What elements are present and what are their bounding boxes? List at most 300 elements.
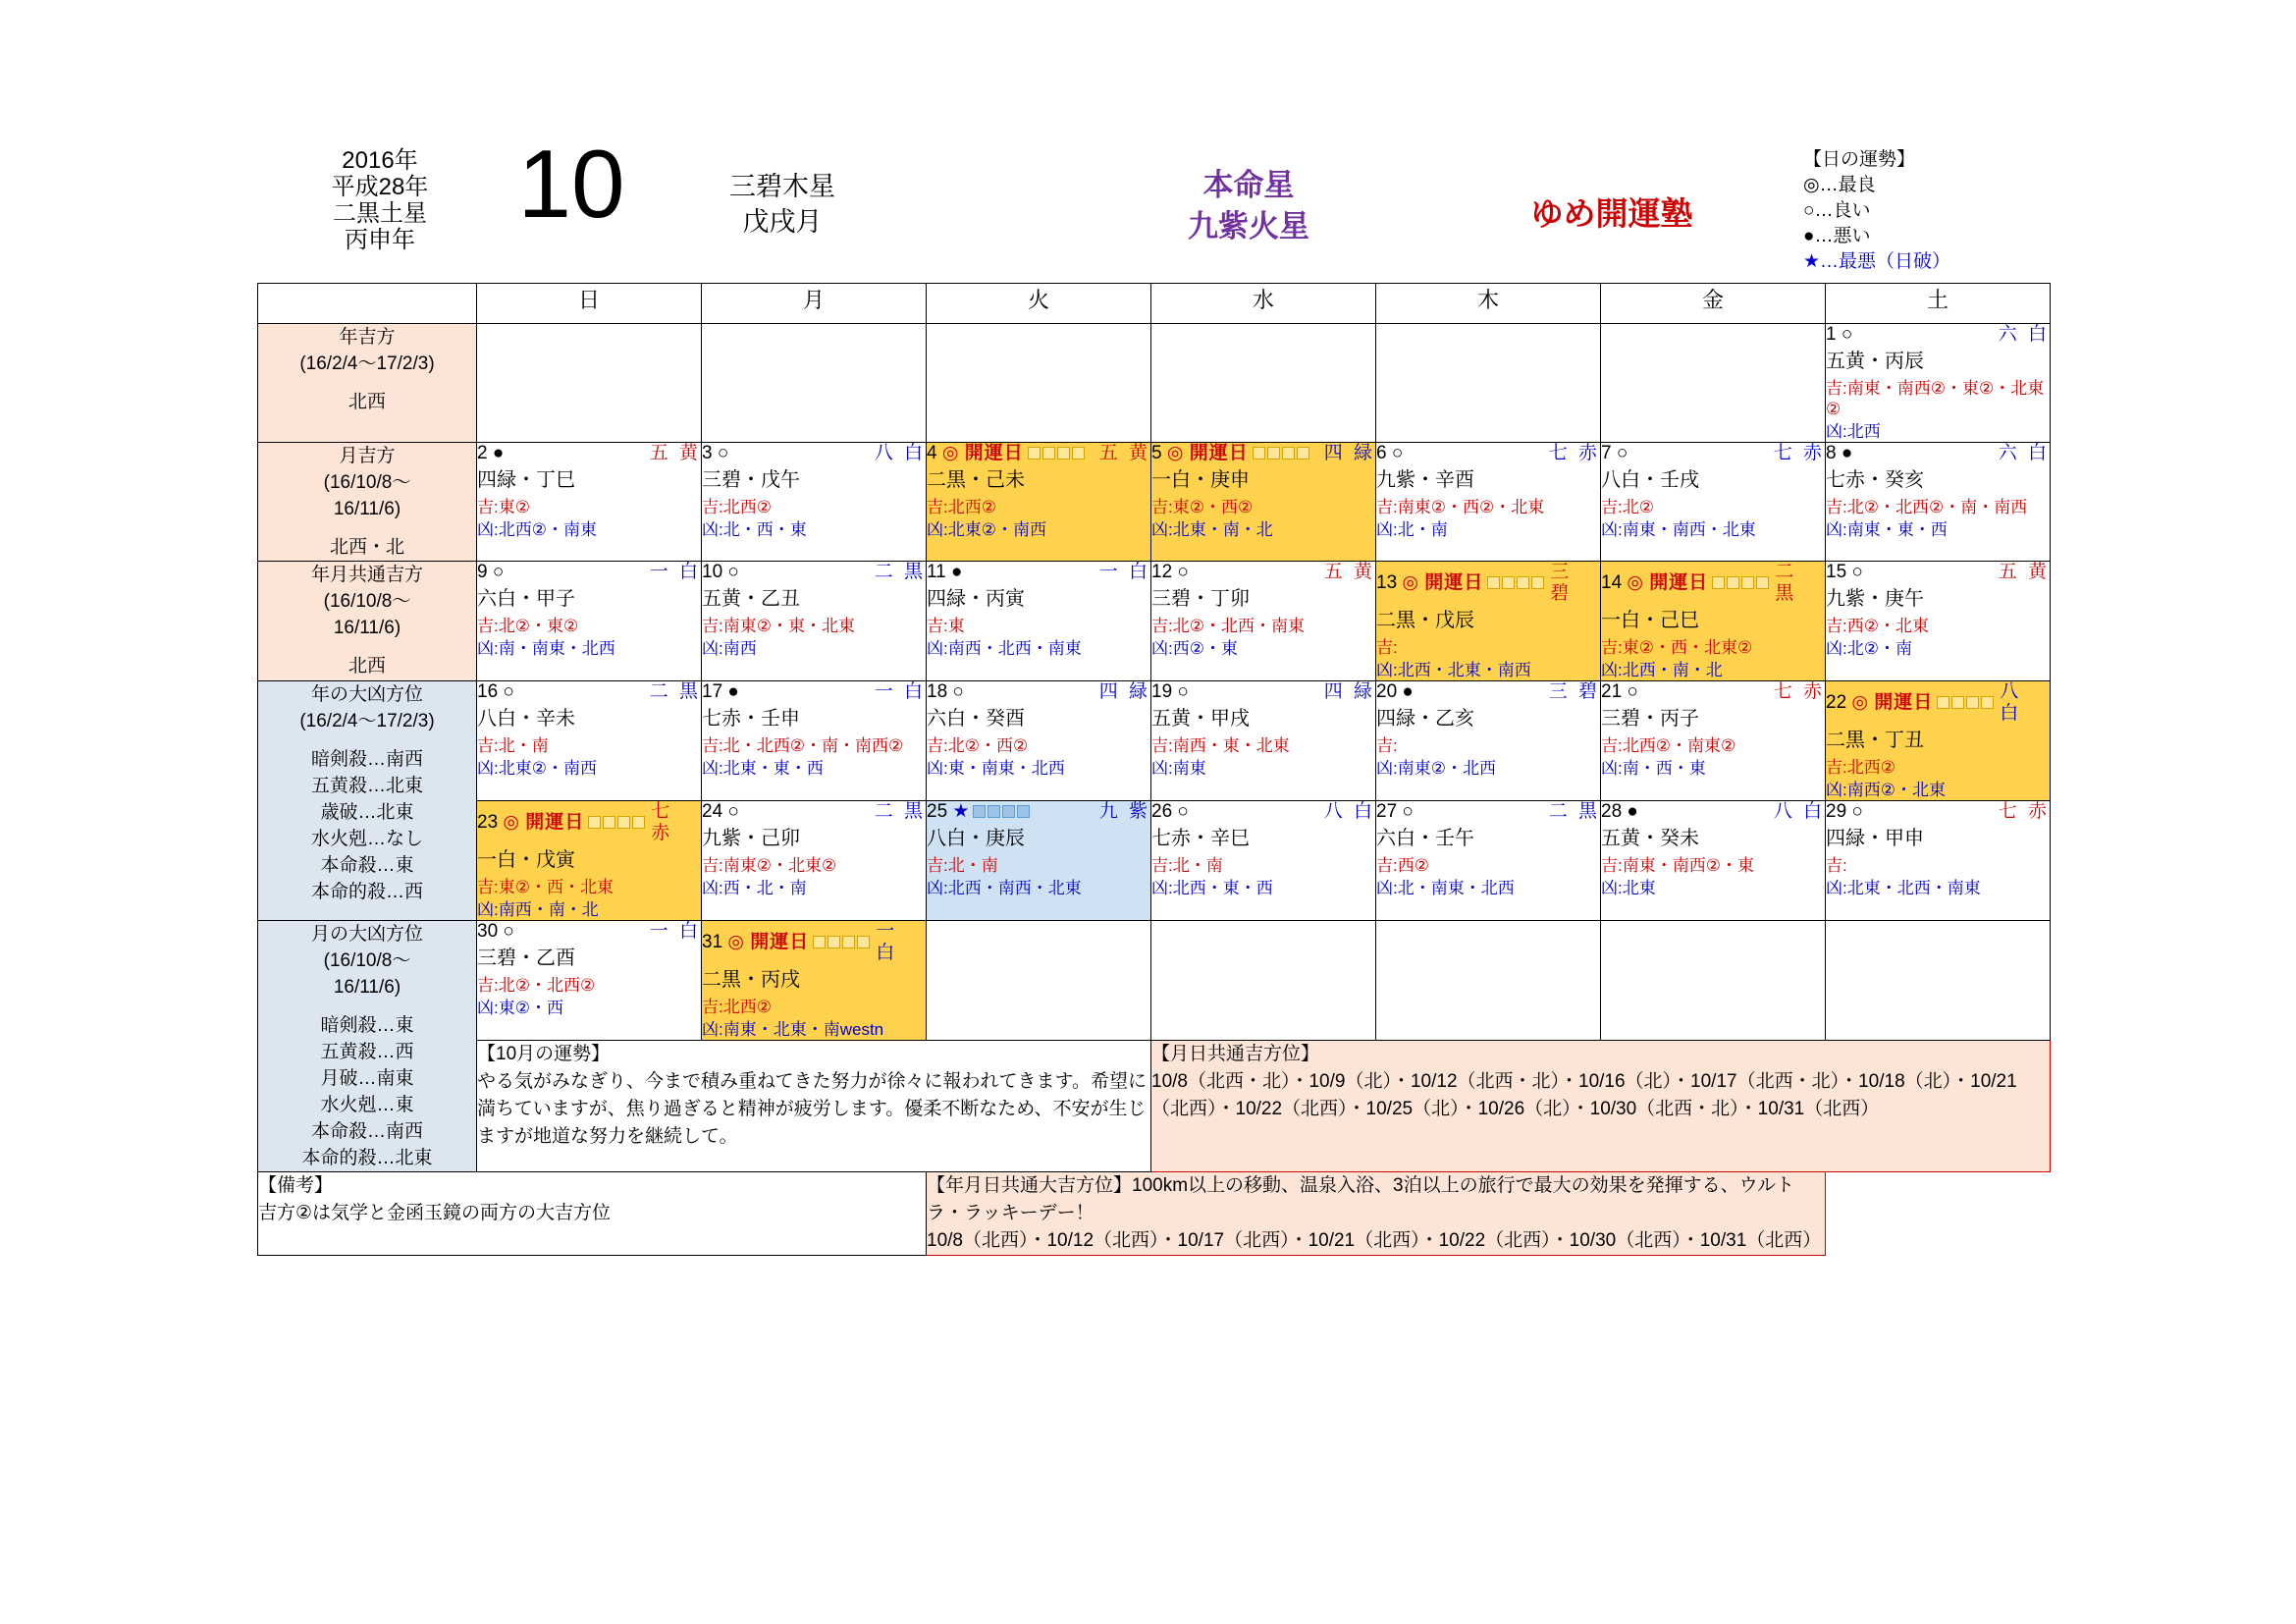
day-cell-5: [1151, 443, 1376, 562]
nine-star: 三 碧: [1548, 681, 1600, 702]
day-cell-28: [1601, 801, 1826, 921]
day-header: [1151, 562, 1375, 583]
day-cell-3: [702, 443, 927, 562]
nine-star: 八 白: [874, 443, 926, 463]
lucky-directions: 吉:西②・北東: [1826, 617, 1929, 635]
eto-text: 五黄・甲戌: [1151, 708, 1250, 730]
day-mark: ○: [1851, 562, 1863, 582]
side-line: 暗剣殺…南西: [310, 749, 423, 770]
side-line: 16/11/6): [333, 499, 401, 519]
nine-star: 七 赤: [651, 801, 673, 843]
day-cell-25: [927, 801, 1151, 921]
nine-star: 七 赤: [1998, 801, 2050, 822]
day-cell-7: [1601, 443, 1826, 562]
lucky-directions: 吉:北②・北西②: [477, 976, 596, 995]
day-header: [1151, 681, 1375, 703]
side-line: (16/10/8〜: [323, 591, 411, 612]
day-number: 16 ○: [477, 681, 514, 702]
nine-star: 八 白: [2000, 681, 2022, 724]
legend-good: ○…良い: [1803, 200, 1871, 221]
unlucky-directions: 凶:北西・南・北: [1601, 661, 1723, 679]
unlucky-directions: 凶:南東・南西・北東: [1601, 520, 1756, 539]
day-number: 14 ◎ 開運日: [1601, 572, 1775, 594]
unlucky-directions: 凶:西②・東: [1151, 639, 1238, 658]
year-gregorian: 2016年: [342, 147, 418, 174]
decor-blocks: [1253, 443, 1311, 464]
day-number: 21 ○: [1601, 681, 1638, 702]
nine-star: 二 黒: [1775, 562, 1797, 604]
spacer: [258, 377, 476, 389]
day-number: 1 ○: [1826, 324, 1853, 345]
day-number: 17 ●: [702, 681, 739, 702]
day-cell-30: [477, 921, 702, 1041]
legend-worst: ★…最悪（日破）: [1803, 251, 1951, 272]
day-number: 24 ○: [702, 801, 739, 822]
side-line: 年月共通吉方: [310, 565, 423, 585]
nine-star: 二 黒: [649, 681, 701, 702]
day-mark: ★: [952, 801, 970, 822]
unlucky-directions: 凶:南東・東・西: [1826, 520, 1948, 539]
dow-3: 水: [1151, 284, 1376, 324]
eto-text: 五黄・癸未: [1601, 828, 1699, 849]
fortune-row: [258, 1041, 2051, 1172]
decor-blocks: [813, 932, 872, 953]
side-year-unlucky: [258, 681, 477, 921]
month-number: 10: [517, 130, 625, 238]
day-header: [702, 801, 926, 823]
eto-text: 七赤・辛巳: [1151, 828, 1250, 849]
side-line: (16/2/4〜17/2/3): [299, 353, 435, 374]
day-cell-6: [1376, 443, 1601, 562]
side-month-lucky: [258, 443, 477, 562]
unlucky-directions: 凶:北西・南西・北東: [927, 879, 1082, 897]
eto-text: 九紫・庚午: [1826, 588, 1924, 610]
lucky-directions: 吉:南東・南西②・東②・北東②: [1826, 379, 2045, 418]
day-mark: ○: [1177, 562, 1189, 582]
empty-cell: [1151, 324, 1376, 443]
year-block: [292, 147, 468, 253]
eto-text: 七赤・壬申: [702, 708, 800, 730]
day-number: 19 ○: [1151, 681, 1189, 702]
dow-2: 火: [927, 284, 1151, 324]
day-mark: ○: [492, 562, 505, 582]
legend-bad: ●…悪い: [1803, 226, 1871, 246]
side-line: 本命的殺…西: [310, 882, 423, 902]
day-header: [1601, 443, 1825, 464]
dow-1: 月: [702, 284, 927, 324]
eto-text: 六白・壬午: [1376, 828, 1474, 849]
day-number: 4 ◎ 開運日: [927, 443, 1091, 464]
unlucky-directions: 凶:南・南東・北西: [477, 639, 615, 658]
day-cell-8: [1826, 443, 2051, 562]
lucky-day-label: 開運日: [958, 443, 1024, 463]
unlucky-directions: 凶:南西・北西・南東: [927, 639, 1082, 658]
side-line: 本命殺…南西: [310, 1121, 423, 1142]
day-header: [1376, 801, 1600, 823]
unlucky-directions: 凶:西・北・南: [702, 879, 807, 897]
day-mark: ○: [952, 681, 964, 702]
day-cell-19: [1151, 681, 1376, 801]
empty-cell: [1151, 921, 1376, 1041]
lucky-directions: 吉:北西②: [702, 498, 772, 516]
side-line: (16/10/8〜: [323, 472, 411, 493]
day-number: 12 ○: [1151, 562, 1189, 582]
spacer: [258, 734, 476, 746]
nine-star: 五 黄: [1998, 562, 2050, 582]
nine-star: 四 緑: [1323, 443, 1375, 463]
day-header: [1601, 562, 1825, 605]
unlucky-directions: 凶:南・西・東: [1601, 759, 1706, 778]
day-header: [1826, 443, 2050, 464]
lucky-day-label: 開運日: [1643, 572, 1709, 593]
side-line: (16/2/4〜17/2/3): [299, 711, 435, 731]
legend-best: ◎…最良: [1803, 175, 1876, 195]
unlucky-directions: 凶:東・南東・北西: [927, 759, 1065, 778]
day-number: 28 ●: [1601, 801, 1638, 822]
nine-star: 五 黄: [1098, 443, 1150, 463]
month-star-block: [669, 169, 895, 240]
month-star: 三碧木星: [729, 172, 835, 201]
page-header: [257, 130, 2044, 285]
empty-cell: [927, 324, 1151, 443]
day-mark: ○: [727, 801, 739, 822]
day-mark: ○: [1402, 801, 1414, 822]
remark-text: 吉方②は気学と金函玉鏡の両方の大吉方位: [258, 1203, 612, 1223]
eto-text: 一白・庚申: [1151, 469, 1250, 491]
day-header: [477, 443, 701, 464]
nine-star: 六 白: [1998, 324, 2050, 345]
remark-title: 【備考】: [258, 1175, 334, 1196]
empty-cell: [927, 921, 1151, 1041]
day-header: [702, 681, 926, 703]
side-line: 16/11/6): [333, 977, 401, 998]
day-number: 15 ○: [1826, 562, 1863, 582]
day-cell-18: [927, 681, 1151, 801]
day-cell-23: [477, 801, 702, 921]
side-line: 五黄殺…北東: [310, 776, 423, 796]
unlucky-directions: 凶:北東・北西・南東: [1826, 879, 1981, 897]
eto-text: 一白・戊寅: [477, 849, 575, 871]
fortune-title: 【10月の運勢】: [477, 1044, 611, 1064]
day-number: 11 ●: [927, 562, 963, 582]
eto-text: 三碧・戊午: [702, 469, 800, 491]
unlucky-directions: 凶:北東②・南西: [477, 759, 597, 778]
unlucky-directions: 凶:北東: [1601, 879, 1656, 897]
fortune-text: やる気がみなぎり、今まで積み重ねてきた努力が徐々に報われてきます。希望に満ちていますが、焦り過ぎると精神が疲労します。優柔不断なため、不安が生じますが地道な努力を継続して。: [477, 1071, 1148, 1147]
day-cell-27: [1376, 801, 1601, 921]
nine-star: 六 白: [1998, 443, 2050, 463]
lucky-directions: 吉:北②・西②: [927, 736, 1029, 755]
day-header: [702, 443, 926, 464]
unlucky-directions: 凶:南東: [1151, 759, 1206, 778]
day-number: 18 ○: [927, 681, 964, 702]
day-header: [1826, 562, 2050, 583]
side-line: 北西・北: [329, 537, 404, 558]
day-header: [927, 801, 1150, 823]
day-number: 23 ◎ 開運日: [477, 812, 651, 834]
unlucky-directions: 凶:東②・西: [477, 999, 563, 1017]
empty-cell: [1601, 921, 1826, 1041]
day-cell-10: [702, 562, 927, 681]
day-mark: ◎: [1627, 572, 1644, 593]
week-row-6: [258, 921, 2051, 1041]
day-mark: ●: [951, 562, 963, 582]
nine-star: 三 碧: [1550, 562, 1573, 604]
eto-text: 六白・甲子: [477, 588, 575, 610]
dow-5: 金: [1601, 284, 1826, 324]
day-cell-29: [1826, 801, 2051, 921]
day-mark: ○: [727, 562, 739, 582]
day-number: 26 ○: [1151, 801, 1189, 822]
remark-box: [258, 1172, 927, 1256]
ultra-lucky-text1: 100km以上の移動、温泉入浴、3泊以上の旅行で最大の効果を発揮する、ウルトラ・ラッキーデー！: [927, 1175, 1795, 1223]
nine-star: 一 白: [649, 921, 701, 942]
eto-text: 二黒・戊辰: [1376, 610, 1474, 631]
eto-text: 八白・辛未: [477, 708, 575, 730]
day-cell-21: [1601, 681, 1826, 801]
day-header: [1826, 324, 2050, 346]
nine-star: 七 赤: [1548, 443, 1600, 463]
week-row-5: [258, 801, 2051, 921]
day-header: [1601, 801, 1825, 823]
unlucky-directions: 凶:北西・北東・南西: [1376, 661, 1531, 679]
day-header: [477, 921, 701, 943]
day-header: [477, 801, 701, 844]
day-header: [1376, 681, 1600, 703]
unlucky-directions: 凶:南東・北東・南westn: [702, 1020, 884, 1039]
unlucky-directions: 凶:南東②・北西: [1376, 759, 1496, 778]
unlucky-directions: 凶:北東・南・北: [1151, 520, 1273, 539]
nine-star: 七 赤: [1773, 681, 1825, 702]
unlucky-directions: 凶:北・南東・北西: [1376, 879, 1515, 897]
year-heisei: 平成28年: [331, 174, 429, 200]
lucky-directions: 吉:北・南: [1151, 856, 1223, 875]
nine-star: 二 黒: [874, 562, 926, 582]
lucky-directions: 吉:北西②: [702, 998, 772, 1016]
brand-title: ゆめ開運塾: [1530, 195, 1693, 232]
nine-star: 八 白: [1773, 801, 1825, 822]
day-number: 2 ●: [477, 443, 505, 463]
week-row-3: [258, 562, 2051, 681]
day-mark: ○: [1841, 324, 1853, 345]
day-cell-11: [927, 562, 1151, 681]
eto-text: 三碧・乙酉: [477, 947, 575, 969]
day-cell-4: [927, 443, 1151, 562]
lucky-directions: 吉:南東②・北東②: [702, 856, 837, 875]
dow-row: [258, 284, 2051, 324]
day-number: 7 ○: [1601, 443, 1629, 463]
unlucky-directions: 凶:北・南: [1376, 520, 1448, 539]
day-header: [477, 562, 701, 583]
eto-text: 二黒・己未: [927, 469, 1025, 491]
nine-star: 一 白: [649, 562, 701, 582]
side-line: 水火剋…東: [320, 1095, 414, 1115]
day-cell-14: [1601, 562, 1826, 681]
day-mark: ●: [1402, 681, 1414, 702]
lucky-directions: 吉:北・北西②・南・南西②: [702, 736, 904, 755]
side-line: 月の大凶方位: [310, 924, 423, 945]
day-header: [1826, 801, 2050, 823]
lucky-directions: 吉:北②・東②: [477, 617, 579, 635]
day-mark: ○: [503, 921, 514, 942]
side-line: 歳破…北東: [320, 802, 414, 823]
day-mark: ●: [1627, 801, 1638, 822]
remark-row: [258, 1172, 2051, 1256]
day-header: [702, 921, 926, 964]
day-header: [702, 562, 926, 583]
day-number: 3 ○: [702, 443, 729, 463]
nine-star: 四 緑: [1098, 681, 1150, 702]
corner-cell: [258, 284, 477, 324]
side-line: 北西: [347, 656, 386, 677]
eto-text: 三碧・丙子: [1601, 708, 1699, 730]
side-line: 本命的殺…北東: [301, 1148, 433, 1168]
day-cell-12: [1151, 562, 1376, 681]
day-number: 5 ◎ 開運日: [1151, 443, 1315, 464]
unlucky-directions: 凶:南西・南・北: [477, 900, 599, 919]
unlucky-directions: 凶:北・西・東: [702, 520, 807, 539]
day-number: 9 ○: [477, 562, 505, 582]
lucky-directions: 吉:: [1376, 638, 1398, 657]
eto-text: 七赤・癸亥: [1826, 469, 1924, 491]
day-mark: ●: [1841, 443, 1853, 463]
eto-text: 九紫・辛酉: [1376, 469, 1474, 491]
day-number: 27 ○: [1376, 801, 1414, 822]
empty-cell: [1601, 324, 1826, 443]
side-line: 年の大凶方位: [310, 684, 423, 705]
lucky-directions: 吉:東②: [477, 498, 530, 516]
nine-star: 一 白: [1098, 562, 1150, 582]
lucky-directions: 吉:北②・北西②・南・南西: [1826, 498, 2028, 516]
month-eto: 戊戌月: [742, 207, 823, 237]
ultra-lucky-title: 【年月日共通大吉方位】: [927, 1175, 1133, 1196]
day-mark: ○: [1616, 443, 1629, 463]
eto-text: 九紫・己卯: [702, 828, 800, 849]
eto-text: 五黄・丙辰: [1826, 351, 1924, 372]
spacer: [258, 522, 476, 534]
dow-6: 土: [1826, 284, 2051, 324]
day-number: 20 ●: [1376, 681, 1414, 702]
day-header: [1601, 681, 1825, 703]
lucky-directions: 吉:西②: [1376, 856, 1429, 875]
lucky-day-label: 開運日: [1868, 692, 1934, 713]
unlucky-directions: 凶:北②・南: [1826, 639, 1912, 658]
lucky-directions: 吉:北②・北西・南東: [1151, 617, 1305, 635]
ultra-lucky-text2: 10/8（北西）・10/12（北西）・10/17（北西）・10/21（北西）・10/22（北西）・10/30（北西）・10/31（北西）: [927, 1230, 1822, 1251]
ultra-lucky-box: [927, 1172, 1826, 1256]
day-cell-9: [477, 562, 702, 681]
common-lucky-box: [1151, 1041, 2051, 1172]
eto-text: 八白・壬戌: [1601, 469, 1699, 491]
day-cell-2: [477, 443, 702, 562]
day-header: [927, 443, 1150, 464]
day-mark: ○: [1177, 801, 1189, 822]
lucky-directions: 吉:北西②: [927, 498, 996, 516]
legend-block: [1803, 147, 2044, 275]
day-cell-17: [702, 681, 927, 801]
decor-blocks: [1028, 443, 1087, 464]
lucky-directions: 吉:: [1826, 856, 1847, 875]
day-number: 13 ◎ 開運日: [1376, 572, 1550, 594]
honmei-value: 九紫火星: [1188, 209, 1309, 244]
day-mark: ○: [1627, 681, 1638, 702]
day-cell-1: [1826, 324, 2051, 443]
day-header: [1376, 562, 1600, 605]
year-eto: 丙申年: [345, 227, 415, 253]
eto-text: 二黒・丁丑: [1826, 730, 1924, 751]
side-line: (16/10/8〜: [323, 950, 411, 971]
side-line: 本命殺…東: [320, 855, 414, 876]
eto-text: 二黒・丙戌: [702, 969, 800, 991]
year-star: 二黒土星: [333, 200, 427, 227]
week-row-2: [258, 443, 2051, 562]
day-number: 6 ○: [1376, 443, 1404, 463]
eto-text: 四緑・丙寅: [927, 588, 1025, 610]
eto-text: 一白・己巳: [1601, 610, 1699, 631]
empty-cell: [702, 324, 927, 443]
lucky-day-label: 開運日: [744, 932, 810, 952]
eto-text: 八白・庚辰: [927, 828, 1025, 849]
day-number: 31 ◎ 開運日: [702, 932, 876, 953]
day-header: [927, 562, 1150, 583]
day-cell-15: [1826, 562, 2051, 681]
lucky-directions: 吉:東②・西・北東: [477, 878, 614, 896]
day-cell-20: [1376, 681, 1601, 801]
day-number: 29 ○: [1826, 801, 1863, 822]
side-line: 暗剣殺…東: [320, 1015, 414, 1036]
side-line: 五黄殺…西: [320, 1042, 414, 1062]
eto-text: 六白・癸酉: [927, 708, 1025, 730]
day-header: [1376, 443, 1600, 464]
nine-star: 四 緑: [1323, 681, 1375, 702]
lucky-day-label: 開運日: [519, 812, 585, 833]
side-month-unlucky: [258, 921, 477, 1172]
nine-star: 五 黄: [649, 443, 701, 463]
day-header: [927, 681, 1150, 703]
day-mark: ◎: [727, 932, 745, 952]
empty-cell: [477, 324, 702, 443]
day-cell-13: [1376, 562, 1601, 681]
honmei-block: [1121, 165, 1376, 247]
common-lucky-title: 【月日共通吉方位】: [1151, 1044, 1320, 1064]
day-header: [1151, 801, 1375, 823]
fortune-box: [477, 1041, 1151, 1172]
side-year-lucky: [258, 324, 477, 443]
nine-star: 二 黒: [874, 801, 926, 822]
eto-text: 四緑・丁巳: [477, 469, 575, 491]
unlucky-directions: 凶:南西②・北東: [1826, 781, 1946, 799]
day-number: 22 ◎ 開運日: [1826, 692, 2000, 714]
empty-cell: [1376, 921, 1601, 1041]
lucky-directions: 吉:南東②・東・北東: [702, 617, 855, 635]
day-number: 25 ★: [927, 801, 1036, 823]
lucky-directions: 吉:北②: [1601, 498, 1654, 516]
day-header: [1826, 681, 2050, 725]
nine-star: 八 白: [1323, 801, 1375, 822]
dow-4: 木: [1376, 284, 1601, 324]
day-mark: ○: [503, 681, 514, 702]
lucky-day-label: 開運日: [1418, 572, 1484, 593]
decor-blocks: [1937, 692, 1996, 714]
week-row-4: [258, 681, 2051, 801]
day-mark: ●: [492, 443, 505, 463]
week-row-1: [258, 324, 2051, 443]
legend-title: 【日の運勢】: [1803, 149, 1916, 170]
day-mark: ◎: [503, 812, 520, 833]
unlucky-directions: 凶:北西: [1826, 422, 1881, 441]
dow-0: 日: [477, 284, 702, 324]
empty-cell: [1826, 921, 2051, 1041]
